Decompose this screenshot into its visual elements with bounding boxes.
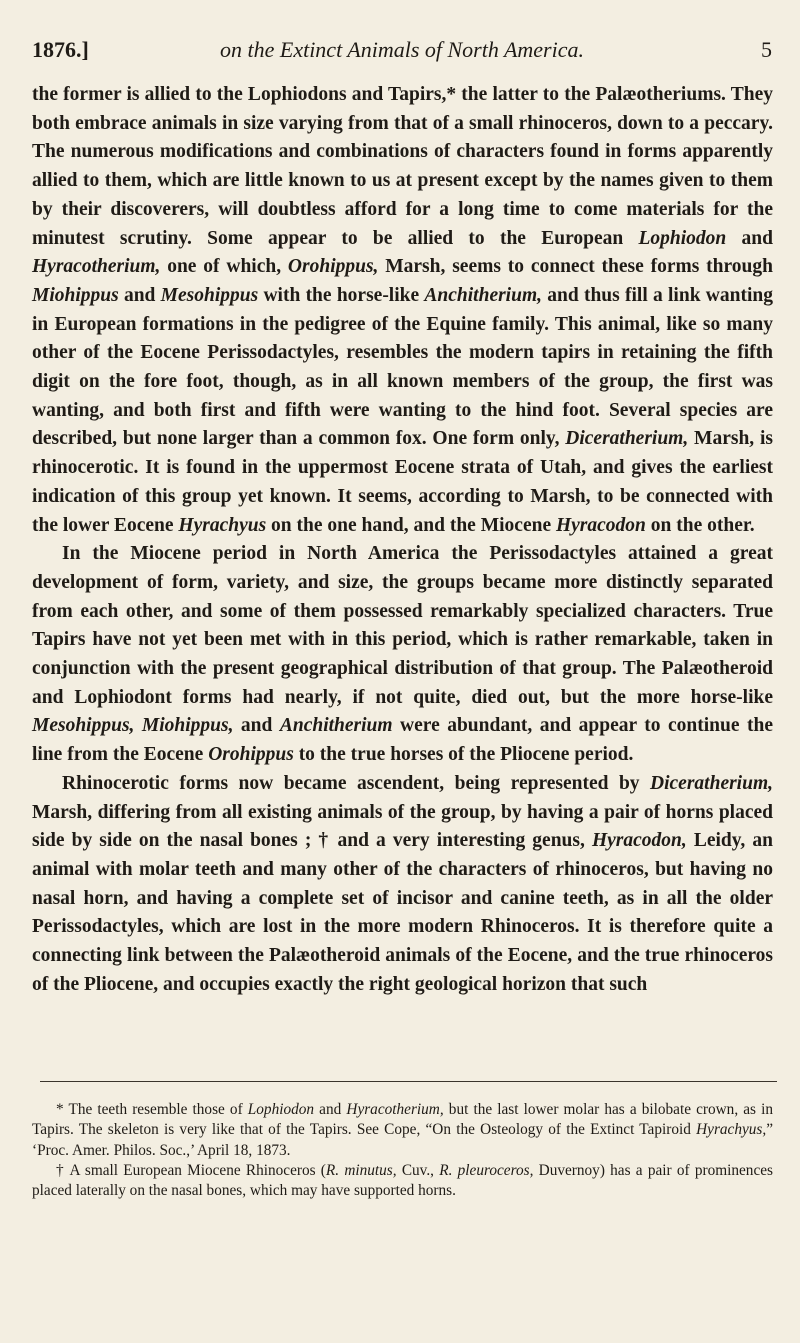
- text-run: but the last lower molar has a bilobate crown, as in Tapirs. The skeleton is very like that of the Tapirs. See Cope, “On the Osteology of the Extinct Tapiroid: [32, 1101, 773, 1139]
- taxon-name: Mesohippus: [160, 284, 259, 306]
- taxon-name: Anchitherium: [279, 715, 393, 737]
- taxon-name: R. pleuroceros,: [439, 1161, 534, 1179]
- text-run: and: [118, 284, 161, 306]
- text-run: Rhinocerotic forms now became ascendent, being represented by: [62, 772, 651, 794]
- text-run: to the true horses of the Pliocene period.: [293, 744, 634, 766]
- text-run: one of which,: [160, 256, 288, 278]
- text-run: with the horse-like: [258, 284, 425, 306]
- text-run: and thus fill a link wanting in European formations in the pedigree of the Equine family. This animal, like so many other of the Eocene Perissodactyles, resembles the modern tapirs in retaining the fifth digit on the fore foot, though, as in all known members of the group, the first was wanting, and both first and fifth were wanting to the hind foot. Several species are described, but none larger than a common fox. One form only,: [32, 284, 773, 450]
- taxon-name: Mesohippus, Miohippus,: [32, 715, 234, 737]
- text-run: the former is allied to the Lophiodons and Tapirs,* the latter to the Palæotheriums. They both embrace animals in size varying from that of a small rhinoceros, down to a peccary. The numerous modifications and combinations of characters found in forms apparently allied to them, which are little known to us at present except by the names given to them by their discoverers, will doubtless afford for a long time to come materials for the minutest scrutiny. Some appear to be allied to the European: [32, 84, 773, 249]
- text-run: Leidy, an animal with molar teeth and many other of the characters of rhinoceros, but having no nasal horn, and having a complete set of incisor and canine teeth, as in all the older Perissodactyles, which are lost in the more modern Rhinoceros. It is therefore quite a connecting link between the Palæotheroid animals of the Eocene, and the true rhinoceros of the Pliocene, and occupies exactly the right geological horizon that such: [32, 830, 773, 995]
- taxon-name: Diceratherium,: [650, 772, 773, 794]
- text-run: Cuv.,: [396, 1161, 440, 1179]
- text-run: In the Miocene period in North America the Perissodactyles attained a great development of form, variety, and size, the groups became more distinctly separated from each other, and some of them possessed remarkably specialized characters. True Tapirs have not yet been met with in this period, which is rather remarkable, taken in conjunction with the present geographical distribution of that group. The Palæotheroid and Lophiodont forms had nearly, if not quite, died out, but the more horse-like: [32, 543, 773, 708]
- text-run: ” ‘Proc. Amer. Philos. Soc.,’ April 18, 1873.: [32, 1121, 773, 1159]
- running-header: [32, 32, 772, 68]
- taxon-name: Lophiodon: [247, 1101, 315, 1118]
- text-run: and: [314, 1101, 347, 1118]
- taxon-name: R. minutus,: [325, 1161, 397, 1179]
- page-number: 5: [761, 37, 772, 62]
- taxon-name: Hyracodon: [555, 514, 646, 536]
- text-run: Marsh, is rhinocerotic. It is found in the uppermost Eocene strata of Utah, and gives the earliest indication of this group yet known. It seems, according to Marsh, to be connected with the lower Eocene: [32, 428, 773, 536]
- taxon-name: Anchitherium,: [424, 284, 542, 306]
- footnote: [32, 1100, 773, 1161]
- year-label: 1876.]: [32, 37, 89, 62]
- text-run: † A small European Miocene Rhinoceros (: [56, 1161, 326, 1179]
- taxon-name: Orohippus,: [287, 256, 379, 278]
- taxon-name: Orohippus: [208, 744, 294, 766]
- text-run: on the one hand, and the Miocene: [266, 514, 556, 536]
- taxon-name: Hyracotherium,: [346, 1101, 444, 1118]
- text-run: * The teeth resemble those of: [56, 1101, 248, 1118]
- taxon-name: Lophiodon: [638, 227, 727, 249]
- taxon-name: Hyracotherium,: [32, 256, 161, 278]
- taxon-name: Hyrachyus,: [696, 1121, 767, 1139]
- taxon-name: Miohippus: [32, 284, 119, 306]
- main-text: [32, 81, 773, 1000]
- taxon-name: Hyracodon,: [591, 830, 687, 852]
- footnote: [32, 1161, 773, 1202]
- text-run: Duvernoy) has a pair of prominences placed laterally on the nasal bones, which may have supported horns.: [32, 1161, 773, 1200]
- taxon-name: Hyrachyus: [178, 514, 267, 536]
- text-run: on the other.: [645, 514, 755, 536]
- footnote-divider: [40, 1081, 777, 1082]
- text-run: were abundant, and appear to continue the line from the Eocene: [32, 715, 773, 766]
- text-run: Marsh, seems to connect these forms through: [378, 256, 774, 278]
- paragraph: [32, 81, 773, 540]
- footnotes: [32, 1100, 773, 1201]
- text-run: Marsh, differing from all existing animals of the group, by having a pair of horns placed side by side on the nasal bones ; † and a very interesting genus,: [32, 801, 773, 852]
- taxon-name: Diceratherium,: [565, 428, 689, 450]
- paragraph: [32, 770, 773, 1000]
- text-run: and: [233, 715, 280, 737]
- paragraph: [32, 540, 773, 770]
- text-run: and: [726, 227, 773, 249]
- running-title: on the Extinct Animals of North America.: [220, 37, 584, 62]
